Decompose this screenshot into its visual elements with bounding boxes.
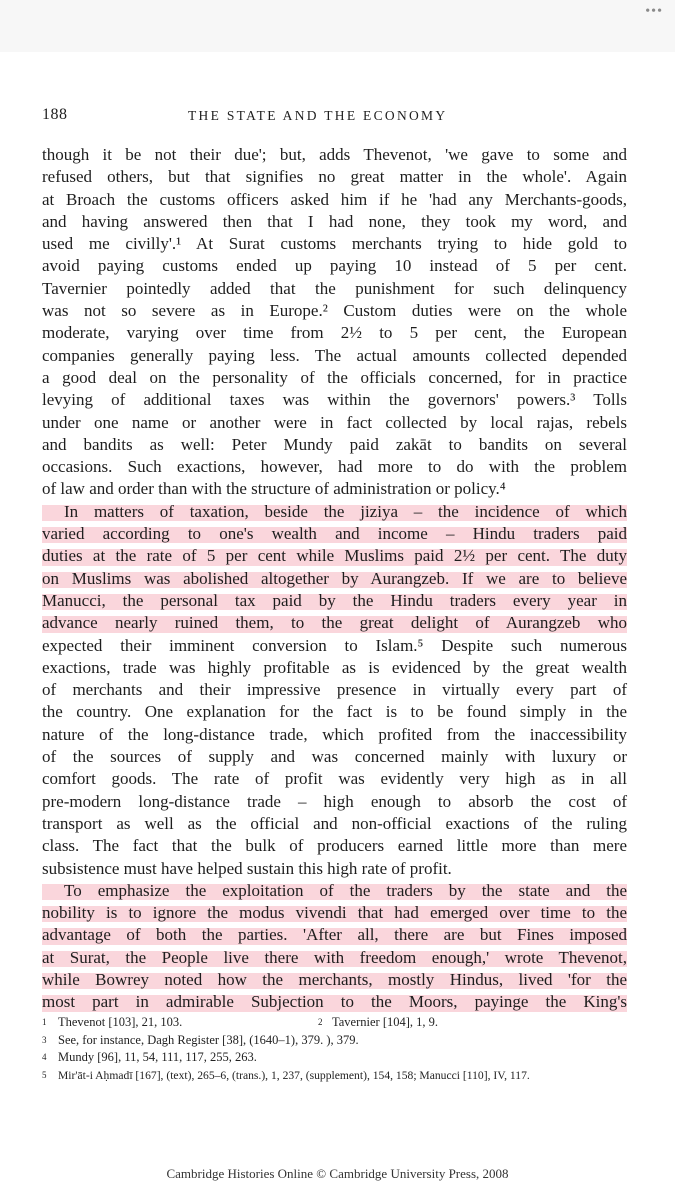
footnote-number: 4 — [42, 1052, 47, 1062]
highlighted-text-line: varied according to one's wealth and income – Hindu traders paid — [42, 523, 627, 545]
text-line: though it be not their due'; but, adds Thevenot, 'we gave to some and — [42, 145, 627, 164]
text-line: of the sources of supply and was concerned mainly with luxury or — [42, 747, 627, 767]
footnote-number: 1 — [42, 1017, 47, 1027]
text-line: a good deal on the personality of the officials concerned, for in practice — [42, 367, 627, 387]
text-line: companies generally paying less. The actual amounts collected depended — [42, 345, 627, 365]
text-line: avoid paying customs ended up paying 10 instead of 5 per cent. — [42, 256, 627, 276]
highlighted-text-line: duties at the rate of 5 per cent while Muslims paid 2½ per cent. The duty — [42, 545, 627, 567]
footnote-number: 2 — [318, 1017, 323, 1027]
text-line: refused others, but that signifies no great matter in the whole'. Again — [42, 167, 627, 187]
text-line: of merchants and their impressive presence in virtually every part of — [42, 680, 627, 700]
highlighted-text-line: To emphasize the exploitation of the traders by the state and the — [42, 880, 627, 902]
text-line: class. The fact that the bulk of producers earned little more than mere — [42, 836, 627, 856]
body-text — [42, 144, 627, 1014]
highlighted-text-line: nobility is to ignore the modus vivendi that had emerged over time to the — [42, 902, 627, 924]
text-line: moderate, varying over time from 2½ to 5 per cent, the European — [42, 323, 627, 343]
copyright-notice: Cambridge Histories Online © Cambridge University Press, 2008 — [166, 1166, 509, 1181]
footnote-number: 5 — [42, 1069, 47, 1080]
top-strip — [0, 0, 675, 52]
text-line: of law and order than with the structure of administration or policy.⁴ — [42, 479, 506, 499]
text-line: exactions, trade was highly profitable as is evidenced by the great wealth — [42, 657, 627, 677]
highlighted-text-line: advance nearly ruined them, to the great delight of Aurangzeb who — [42, 612, 627, 634]
text-line: the country. One explanation for the fact is to be found simply in the — [42, 702, 627, 722]
page-number: 188 — [42, 106, 68, 123]
text-line: under one name or another were in fact collected by local rajas, rebels — [42, 412, 627, 432]
text-line: was not so severe as in Europe.² Custom duties were on the whole — [42, 301, 627, 321]
running-head — [42, 106, 627, 130]
text-line: subsistence must have helped sustain this high rate of profit. — [42, 858, 452, 878]
text-line: nature of the long-distance trade, which profited from the inaccessibility — [42, 724, 627, 744]
highlighted-text-line: advantage of both the parties. 'After all, there are but Fines imposed — [42, 924, 627, 946]
footnote-text: Mundy [96], 11, 54, 111, 117, 255, 263. — [58, 1050, 257, 1064]
more-dots-indicator: ••• — [645, 4, 663, 19]
text-line: Tavernier pointedly added that the punishment for such delinquency — [42, 278, 627, 298]
text-line: and having answered then that I had none, they took my word, and — [42, 211, 627, 231]
footnote-number: 3 — [42, 1034, 47, 1045]
highlighted-text-line: at Surat, the People live there with freedom enough,' wrote Thevenot, — [42, 947, 627, 969]
footnote-row — [42, 1014, 627, 1032]
text-line: used me civilly'.¹ At Surat customs merchants trying to hide gold to — [42, 234, 627, 254]
footnote-text: Tavernier [104], 1, 9. — [332, 1015, 439, 1029]
highlighted-text-line: In matters of taxation, beside the jiziya – the incidence of which — [42, 501, 627, 523]
footnotes — [42, 1014, 627, 1084]
footnote-row — [42, 1049, 627, 1067]
highlighted-text-line: on Muslims was abolished altogether by Aurangzeb. If we are to believe — [42, 568, 627, 590]
footnote-row — [42, 1067, 627, 1085]
highlighted-text-line: most part in admirable Subjection to the Moors, payinge the King's — [42, 991, 627, 1013]
text-line: at Broach the customs officers asked him if he 'had any Merchants-goods, — [42, 189, 627, 209]
footnote-text: Mir'āt-i Aḥmadī [167], (text), 265–6, (trans.), 1, 237, (supplement), 154, 158; Manucci [110], IV, 117. — [58, 1068, 530, 1082]
footnote-row — [42, 1032, 627, 1050]
text-line: occasions. Such exactions, however, had more to do with the problem — [42, 457, 627, 477]
text-line: levying of additional taxes was within the governors' powers.³ Tolls — [42, 390, 627, 410]
text-line: expected their imminent conversion to Islam.⁵ Despite such numerous — [42, 635, 627, 655]
highlighted-text-line: Manucci, the personal tax paid by the Hindu traders every year in — [42, 590, 627, 612]
running-title: THE STATE AND THE ECONOMY — [188, 108, 448, 123]
text-line: pre-modern long-distance trade – high enough to absorb the cost of — [42, 791, 627, 811]
footnote-text: See, for instance, Dagh Register [38], (1640–1), 379. ), 379. — [58, 1032, 359, 1047]
text-line: transport as well as the official and non-official exactions of the ruling — [42, 813, 627, 833]
text-line: and bandits as well: Peter Mundy paid zakāt to bandits on several — [42, 434, 627, 454]
highlighted-text-line: while Bowrey noted how the merchants, mostly Hindus, lived 'for the — [42, 969, 627, 991]
footnote-text: Thevenot [103], 21, 103. — [58, 1015, 183, 1029]
text-line: comfort goods. The rate of profit was evidently very high as in all — [42, 769, 627, 789]
